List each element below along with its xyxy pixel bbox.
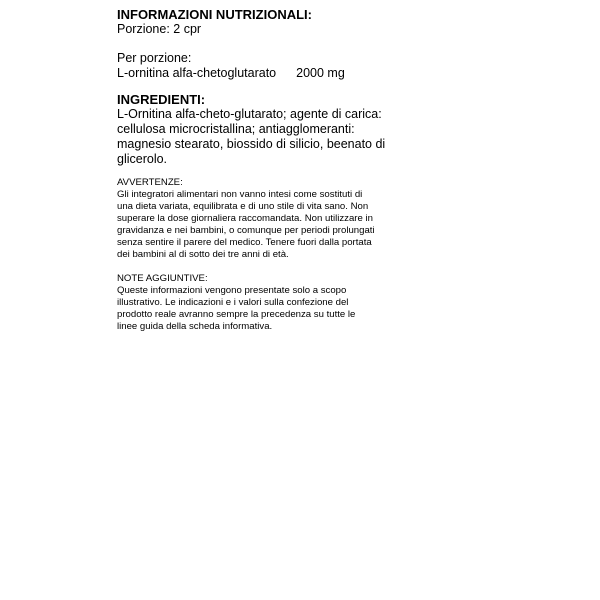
warnings-heading: AVVERTENZE:: [117, 177, 183, 188]
notes-line: Queste informazioni vengono presentate solo a scopo: [117, 285, 347, 296]
notes-line: illustrativo. Le indicazioni e i valori sulla confezione del: [117, 297, 349, 308]
product-info-sheet: [117, 8, 417, 333]
notes-line: linee guida della scheda informativa.: [117, 321, 273, 332]
notes-section: [117, 273, 417, 333]
ingredients-heading: INGREDIENTI:: [117, 92, 206, 107]
per-serving-label: Per porzione:: [117, 51, 192, 65]
nutrition-section: [117, 8, 417, 81]
nutrient-row: [117, 66, 417, 81]
warnings-section: [117, 177, 417, 261]
warnings-line: senza sentire il parere del medico. Tenere fuori dalla portata: [117, 237, 372, 248]
notes-heading: NOTE AGGIUNTIVE:: [117, 273, 208, 284]
warnings-line: Gli integratori alimentari non vanno intesi come sostituti di: [117, 189, 363, 200]
warnings-line: una dieta variata, equilibrata e di uno stile di vita sano. Non: [117, 201, 369, 212]
nutrient-name: L-ornitina alfa-chetoglutarato: [117, 66, 277, 80]
ingredients-line: glicerolo.: [117, 152, 168, 166]
ingredients-line: magnesio stearato, biossido di silicio, beenato di: [117, 137, 386, 151]
warnings-line: dei bambini al di sotto dei tre anni di età.: [117, 249, 289, 260]
nutrition-heading: INFORMAZIONI NUTRIZIONALI:: [117, 7, 312, 22]
ingredients-section: [117, 93, 417, 167]
nutrient-amount: 2000 mg: [296, 66, 345, 80]
serving-size: Porzione: 2 cpr: [117, 22, 202, 36]
notes-line: prodotto reale avranno sempre la precedenza su tutte le: [117, 309, 356, 320]
warnings-line: superare la dose giornaliera raccomandata. Non utilizzare in: [117, 213, 373, 224]
ingredients-line: cellulosa microcristallina; antiagglomeranti:: [117, 122, 355, 136]
ingredients-line: L-Ornitina alfa-cheto-glutarato; agente di carica:: [117, 107, 382, 121]
warnings-line: gravidanza e nei bambini, o comunque per periodi prolungati: [117, 225, 375, 236]
